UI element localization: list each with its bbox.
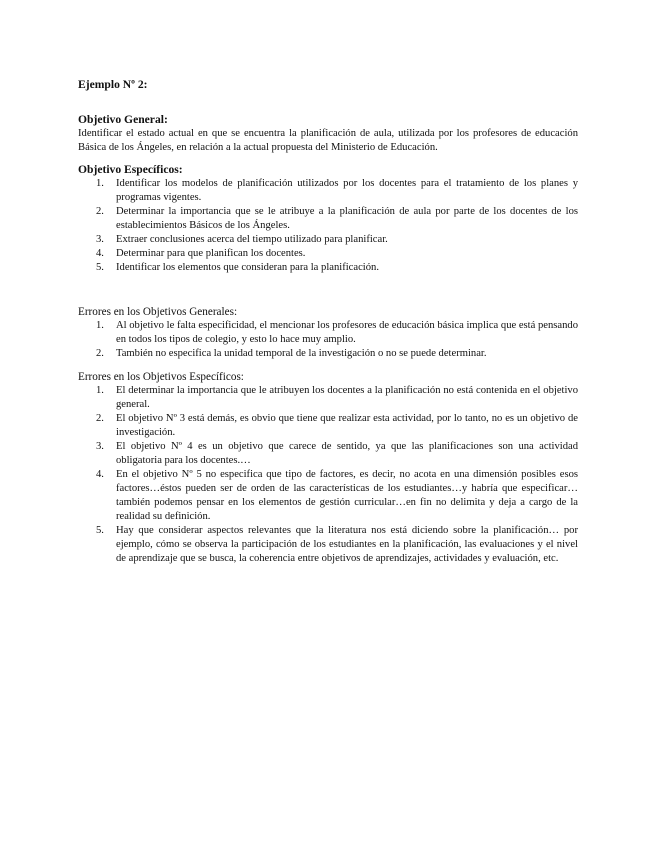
specific-objectives-list <box>78 177 578 275</box>
item-number: 1. <box>96 320 104 331</box>
item-text: Determinar la importancia que se le atribuye a la planificación de aula por parte de los docentes de los establecimientos Básicos de los Ángeles. <box>116 206 578 231</box>
item-number: 4. <box>96 248 104 259</box>
general-errors-heading: Errores en los Objetivos Generales: <box>78 306 238 318</box>
item-text: El objetivo Nº 4 es un objetivo que carece de sentido, ya que las planificaciones son una actividad obligatoria para los docentes.… <box>116 441 578 466</box>
specific-objective-item <box>78 261 578 275</box>
item-number: 4. <box>96 469 104 480</box>
specific-error-item <box>78 384 578 412</box>
item-text: Identificar los elementos que consideran para la planificación. <box>116 262 379 273</box>
specific-objective-item <box>78 247 578 261</box>
item-text: En el objetivo Nº 5 no especifica que tipo de factores, es decir, no acota en una dimensión posibles esos factores…éstos pueden ser de orden de las características de los estudiantes…y habría que especificar…también podemos pensar en los elementos de gestión curricular…en fin no delimita y deja a cargo de la realidad su definición. <box>116 469 578 522</box>
item-number: 3. <box>96 234 104 245</box>
specific-error-item <box>78 524 578 566</box>
specific-error-item <box>78 440 578 468</box>
example-title: Ejemplo Nº 2: <box>78 78 148 91</box>
item-number: 2. <box>96 413 104 424</box>
general-error-item <box>78 347 578 361</box>
item-text: El determinar la importancia que le atribuyen los docentes a la planificación no está contenida en el objetivo general. <box>116 385 578 410</box>
specific-objective-item <box>78 233 578 247</box>
item-number: 5. <box>96 262 104 273</box>
item-number: 5. <box>96 525 104 536</box>
specific-errors-heading: Errores en los Objetivos Específicos: <box>78 371 244 383</box>
specific-error-item <box>78 468 578 524</box>
specific-error-item <box>78 412 578 440</box>
item-number: 1. <box>96 385 104 396</box>
specific-objective-item <box>78 177 578 205</box>
item-number: 1. <box>96 178 104 189</box>
general-errors-list <box>78 319 578 361</box>
spacer <box>78 361 578 370</box>
specific-objectives-heading: Objetivo Específicos: <box>78 163 183 176</box>
spacer <box>78 155 578 163</box>
general-objective-heading: Objetivo General: <box>78 113 168 126</box>
item-text: Determinar para que planifican los docentes. <box>116 248 306 259</box>
item-text: Hay que considerar aspectos relevantes que la literatura nos está diciendo sobre la planificación… por ejemplo, cómo se observa la participación de los estudiantes en la planificación, las evaluaciones y el nivel de aprendizaje que se busca, la coherencia entre objetivos de aprendizajes, actividades y evaluación, etc. <box>116 525 578 564</box>
item-text: Identificar los modelos de planificación utilizados por los docentes para el tratamiento de los planes y programas vigentes. <box>116 178 578 203</box>
item-number: 2. <box>96 206 104 217</box>
specific-errors-list <box>78 384 578 566</box>
item-text: El objetivo Nº 3 está demás, es obvio que tiene que realizar esta actividad, por lo tanto, no es un objetivo de investigación. <box>116 413 578 438</box>
item-text: Extraer conclusiones acerca del tiempo utilizado para planificar. <box>116 234 388 245</box>
general-objective-text: Identificar el estado actual en que se encuentra la planificación de aula, utilizada por los profesores de educación Básica de los Ángeles, en relación a la actual propuesta del Ministerio de Educación. <box>78 128 578 153</box>
document-content <box>78 78 578 566</box>
general-error-item <box>78 319 578 347</box>
spacer <box>78 275 578 305</box>
item-number: 3. <box>96 441 104 452</box>
specific-objective-item <box>78 205 578 233</box>
item-text: También no especifica la unidad temporal de la investigación o no se puede determinar. <box>116 348 487 359</box>
item-text: Al objetivo le falta especificidad, el mencionar los profesores de educación básica implica que está pensando en todos los tipos de colegio, y esto lo hace muy amplio. <box>116 320 578 345</box>
item-number: 2. <box>96 348 104 359</box>
